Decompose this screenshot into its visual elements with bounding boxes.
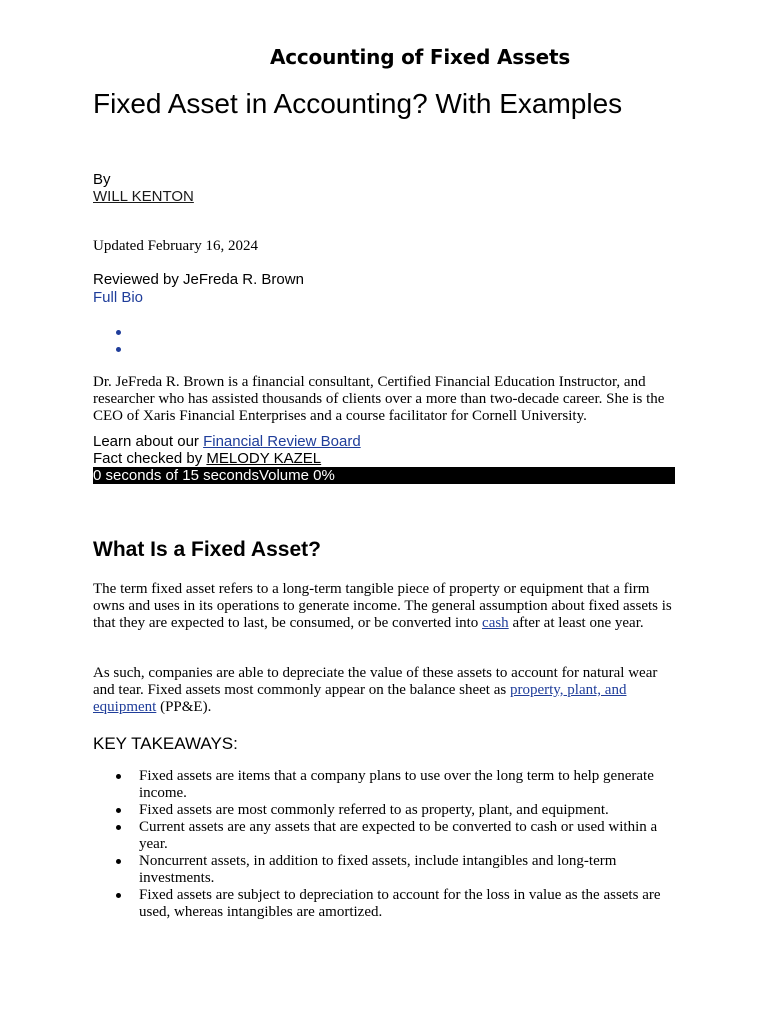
- para1-text-end: after at least one year.: [508, 615, 644, 631]
- bullet-icon: [116, 859, 121, 864]
- bullet-icon: [116, 893, 121, 898]
- fact-checked-line: [93, 450, 321, 467]
- learn-about-line: [93, 433, 361, 450]
- byline-label: By: [93, 171, 111, 188]
- author-link[interactable]: WILL KENTON: [93, 188, 194, 205]
- key-takeaways-list: [93, 768, 673, 921]
- para2-text-end: (PP&E).: [156, 699, 212, 715]
- section-heading: What Is a Fixed Asset?: [93, 538, 321, 561]
- learn-prefix: Learn about our: [93, 433, 204, 450]
- para1-text: The term fixed asset refers to a long-term tangible piece of property or equipment that a firm owns and uses in its operations to generate income. The general assumption about fixed assets is that they are expected to last, be consumed, or be converted into: [93, 581, 672, 631]
- reviewer-bio: Dr. JeFreda R. Brown is a financial consultant, Certified Financial Education Instructor, and researcher who has assisted thousands of clients over a more than two-decade career. She is the CEO of Xaris Financial Enterprises and a course facilitator for Cornell University.: [93, 374, 665, 424]
- document-title: Accounting of Fixed Assets: [269, 45, 571, 69]
- list-item-text: Current assets are any assets that are expected to be converted to cash or used within a year.: [139, 819, 658, 852]
- list-item: [93, 768, 673, 802]
- full-bio-link[interactable]: Full Bio: [93, 289, 144, 306]
- list-item-text: Noncurrent assets, in addition to fixed assets, include intangibles and long-term investments.: [139, 853, 617, 886]
- updated-date: Updated February 16, 2024: [93, 238, 258, 254]
- fact-checker-link[interactable]: MELODY KAZEL: [206, 450, 322, 467]
- key-takeaways-heading: KEY TAKEAWAYS:: [93, 734, 238, 753]
- video-player-bar[interactable]: 0 seconds of 15 secondsVolume 0%: [93, 467, 675, 484]
- list-item-text: Fixed assets are most commonly referred to as property, plant, and equipment.: [139, 802, 609, 818]
- article-title: Fixed Asset in Accounting? With Examples: [93, 88, 623, 119]
- bullet-icon: [116, 825, 121, 830]
- list-item: [93, 887, 673, 921]
- para2-text: As such, companies are able to depreciate the value of these assets to account for natural wear and tear. Fixed assets most commonly appear on the balance sheet as: [93, 665, 658, 698]
- paragraph-definition: [93, 581, 673, 632]
- cash-link[interactable]: cash: [482, 615, 509, 631]
- bullet-icon: [116, 774, 121, 779]
- paragraph-depreciation: [93, 665, 673, 716]
- social-link-bullet-icon[interactable]: [116, 347, 121, 352]
- list-item: [93, 819, 673, 853]
- list-item-text: Fixed assets are items that a company plans to use over the long term to help generate income.: [139, 768, 654, 801]
- financial-review-board-link[interactable]: Financial Review Board: [203, 433, 361, 450]
- list-item-text: Fixed assets are subject to depreciation to account for the loss in value as the assets are used, whereas intangibles are amortized.: [139, 887, 661, 920]
- fact-checked-prefix: Fact checked by: [93, 450, 207, 467]
- social-link-bullet-icon[interactable]: [116, 330, 121, 335]
- list-item: [93, 853, 673, 887]
- ppe-link[interactable]: property, plant, and equipment: [93, 682, 627, 715]
- bullet-icon: [116, 808, 121, 813]
- list-item: [93, 802, 673, 819]
- reviewed-by: Reviewed by JeFreda R. Brown: [93, 271, 304, 288]
